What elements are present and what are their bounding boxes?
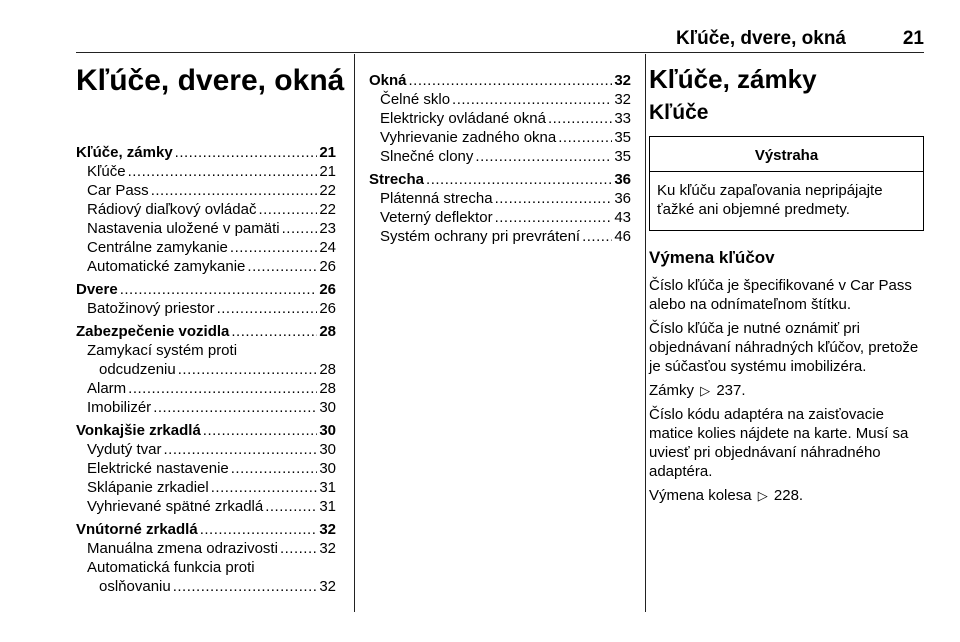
toc-entry[interactable]: [76, 497, 336, 516]
paragraph: Číslo kódu adaptéra na zaisťovacie matice kolies nájdete na karte. Musí sa uviesť pri objednávaní náhradného adaptéra.: [649, 406, 909, 480]
toc-leader-dots: [211, 478, 318, 497]
toc-section[interactable]: [76, 322, 336, 341]
toc-leader-dots: [203, 421, 318, 440]
toc-entry-title: Vydutý tvar: [87, 441, 162, 458]
toc-page-number: 28: [319, 361, 336, 378]
toc-leader-dots: [426, 170, 612, 189]
crossref-page[interactable]: 237.: [716, 382, 746, 399]
chapter-title: Kľúče, dvere, okná: [76, 64, 345, 97]
toc-page-number: 30: [319, 399, 336, 416]
toc-entry-title-line[interactable]: Automatická funkcia proti: [87, 559, 255, 576]
toc-page-number: 30: [319, 422, 336, 439]
toc-entry-title: oslňovaniu: [99, 578, 171, 595]
toc-leader-dots: [163, 440, 317, 459]
toc-leader-dots: [120, 280, 318, 299]
paragraph: Číslo kľúča je špecifikované v Car Pass alebo na odnímateľnom štítku.: [649, 277, 912, 313]
toc-leader-dots: [258, 200, 317, 219]
toc-entry-title: Strecha: [369, 171, 425, 188]
toc-entry-title: Elektricky ovládané okná: [380, 110, 546, 127]
toc-entry[interactable]: [76, 299, 336, 318]
paragraph-crossref: [649, 381, 924, 400]
toc-entry-title: Automatické zamykanie: [87, 258, 246, 275]
toc-page-number: 31: [319, 498, 336, 515]
toc-leader-dots: [151, 181, 318, 200]
toc-entry-title: Veterný deflektor: [380, 209, 493, 226]
toc-left-column: [76, 143, 336, 596]
toc-entry-title: Plátenná strecha: [380, 190, 493, 207]
toc-entry-title: Vyhrievanie zadného okna: [380, 129, 557, 146]
toc-entry[interactable]: [76, 440, 336, 459]
header-rule: [76, 52, 924, 53]
warning-text: Ku kľúču zapaľovania nepripájajte ťažké ani objemné predmety.: [657, 182, 883, 218]
section-heading: Kľúče, zámky: [649, 64, 817, 94]
toc-page-number: 28: [319, 323, 336, 340]
toc-section[interactable]: [369, 71, 631, 90]
crossref-text: Zámky: [649, 382, 694, 399]
toc-page-number: 28: [319, 380, 336, 397]
toc-leader-dots: [280, 539, 317, 558]
warning-title: Výstraha: [650, 137, 923, 172]
toc-entry-title: Vyhrievané spätné zrkadlá: [87, 498, 264, 515]
toc-section[interactable]: [369, 170, 631, 189]
toc-leader-dots: [173, 577, 318, 596]
crossref-page[interactable]: 228.: [773, 487, 804, 504]
toc-page-number: 32: [614, 72, 631, 89]
toc-leader-dots: [175, 143, 318, 162]
toc-entry[interactable]: [76, 459, 336, 478]
toc-page-number: 26: [319, 258, 336, 275]
toc-leader-dots: [247, 257, 317, 276]
toc-section[interactable]: [76, 421, 336, 440]
toc-page-number: 35: [614, 129, 631, 146]
toc-leader-dots: [282, 219, 318, 238]
toc-entry-title: Rádiový diaľkový ovládač: [87, 201, 257, 218]
toc-leader-dots: [178, 360, 318, 379]
toc-page-number: 33: [614, 110, 631, 127]
toc-right-column: [369, 71, 631, 246]
page-number: 21: [902, 28, 924, 49]
crossref-arrow-icon: ▷: [757, 488, 768, 503]
toc-leader-dots: [200, 520, 318, 539]
toc-entry[interactable]: [369, 227, 631, 246]
toc-entry-title: Centrálne zamykanie: [87, 239, 228, 256]
toc-entry[interactable]: [76, 398, 336, 417]
toc-entry-title: Alarm: [87, 380, 127, 397]
paragraph-crossref: [649, 486, 924, 505]
toc-entry[interactable]: [76, 162, 336, 181]
toc-leader-dots: [495, 208, 613, 227]
warning-box: [649, 136, 924, 231]
toc-page-number: 35: [614, 148, 631, 165]
toc-entry-title: Batožinový priestor: [87, 300, 215, 317]
toc-leader-dots: [409, 71, 613, 90]
toc-page-number: 32: [319, 578, 336, 595]
toc-entry[interactable]: [76, 181, 336, 200]
toc-page-number: 26: [319, 281, 336, 298]
toc-leader-dots: [495, 189, 613, 208]
toc-entry-title: Imobilizér: [87, 399, 152, 416]
column-divider: [645, 54, 646, 612]
toc-page-number: 21: [319, 144, 336, 161]
toc-entry-title: Vonkajšie zrkadlá: [76, 422, 201, 439]
toc-entry-title: Okná: [369, 72, 407, 89]
toc-page-number: 43: [614, 209, 631, 226]
toc-entry[interactable]: [369, 147, 631, 166]
toc-entry[interactable]: [76, 539, 336, 558]
toc-leader-dots: [452, 90, 612, 109]
toc-entry[interactable]: [369, 208, 631, 227]
toc-leader-dots: [230, 238, 317, 257]
toc-entry-title: Elektrické nastavenie: [87, 460, 229, 477]
toc-page-number: 36: [614, 190, 631, 207]
toc-page-number: 22: [319, 201, 336, 218]
running-title: Kľúče, dvere, okná: [676, 28, 846, 49]
toc-leader-dots: [265, 497, 317, 516]
toc-entry-title: Čelné sklo: [380, 91, 451, 108]
toc-entry-title: Manuálna zmena odrazivosti: [87, 540, 278, 557]
toc-entry[interactable]: [76, 238, 336, 257]
toc-page-number: 36: [614, 171, 631, 188]
toc-page-number: 30: [319, 441, 336, 458]
toc-entry[interactable]: [369, 128, 631, 147]
topic-heading: Výmena kľúčov: [649, 248, 775, 267]
toc-entry[interactable]: [369, 109, 631, 128]
subsection-heading: Kľúče: [649, 101, 709, 124]
toc-entry[interactable]: [76, 257, 336, 276]
toc-entry-title: Vnútorné zrkadlá: [76, 521, 198, 538]
toc-entry-title: Kľúče: [87, 163, 126, 180]
toc-entry[interactable]: [76, 577, 336, 596]
toc-entry[interactable]: [76, 478, 336, 497]
toc-page-number: 31: [319, 479, 336, 496]
toc-entry-title: Sklápanie zrkadiel: [87, 479, 209, 496]
toc-page-number: 24: [319, 239, 336, 256]
toc-entry[interactable]: [76, 379, 336, 398]
toc-entry-title-line[interactable]: Zamykací systém proti: [87, 342, 238, 359]
toc-entry[interactable]: [76, 360, 336, 379]
column-divider: [354, 54, 355, 612]
toc-entry-title: Nastavenia uložené v pamäti: [87, 220, 280, 237]
toc-leader-dots: [153, 398, 317, 417]
toc-section[interactable]: [76, 143, 336, 162]
toc-entry-title: Zabezpečenie vozidla: [76, 323, 230, 340]
toc-entry-title: Dvere: [76, 281, 118, 298]
toc-leader-dots: [548, 109, 612, 128]
toc-page-number: 21: [319, 163, 336, 180]
paragraph: Číslo kľúča je nutné oznámiť pri objednávaní náhradných kľúčov, pretože je súčasťou systému imobilizéra.: [649, 320, 919, 375]
toc-leader-dots: [558, 128, 612, 147]
content-column: [649, 64, 924, 510]
toc-page-number: 32: [319, 521, 336, 538]
crossref-arrow-icon: ▷: [700, 383, 711, 398]
toc-entry[interactable]: [76, 219, 336, 238]
toc-page-number: 22: [319, 182, 336, 199]
toc-page-number: 23: [319, 220, 336, 237]
toc-entry[interactable]: [76, 200, 336, 219]
toc-page-number: 32: [614, 91, 631, 108]
toc-section[interactable]: [76, 280, 336, 299]
toc-leader-dots: [217, 299, 318, 318]
toc-entry-title: Kľúče, zámky: [76, 144, 173, 161]
toc-entry-title: Systém ochrany pri prevrátení: [380, 228, 581, 245]
toc-entry-title: Slnečné clony: [380, 148, 474, 165]
toc-leader-dots: [128, 379, 317, 398]
toc-section[interactable]: [76, 520, 336, 539]
toc-page-number: 26: [319, 300, 336, 317]
toc-leader-dots: [475, 147, 612, 166]
toc-leader-dots: [231, 322, 317, 341]
toc-entry[interactable]: [369, 90, 631, 109]
toc-leader-dots: [231, 459, 318, 478]
toc-leader-dots: [582, 227, 612, 246]
toc-leader-dots: [128, 162, 318, 181]
toc-entry[interactable]: [369, 189, 631, 208]
toc-page-number: 46: [614, 228, 631, 245]
toc-page-number: 30: [319, 460, 336, 477]
toc-page-number: 32: [319, 540, 336, 557]
crossref-text: Výmena kolesa: [649, 487, 752, 504]
page-header: [76, 28, 924, 52]
toc-entry-title: Car Pass: [87, 182, 149, 199]
toc-entry-title: odcudzeniu: [99, 361, 176, 378]
